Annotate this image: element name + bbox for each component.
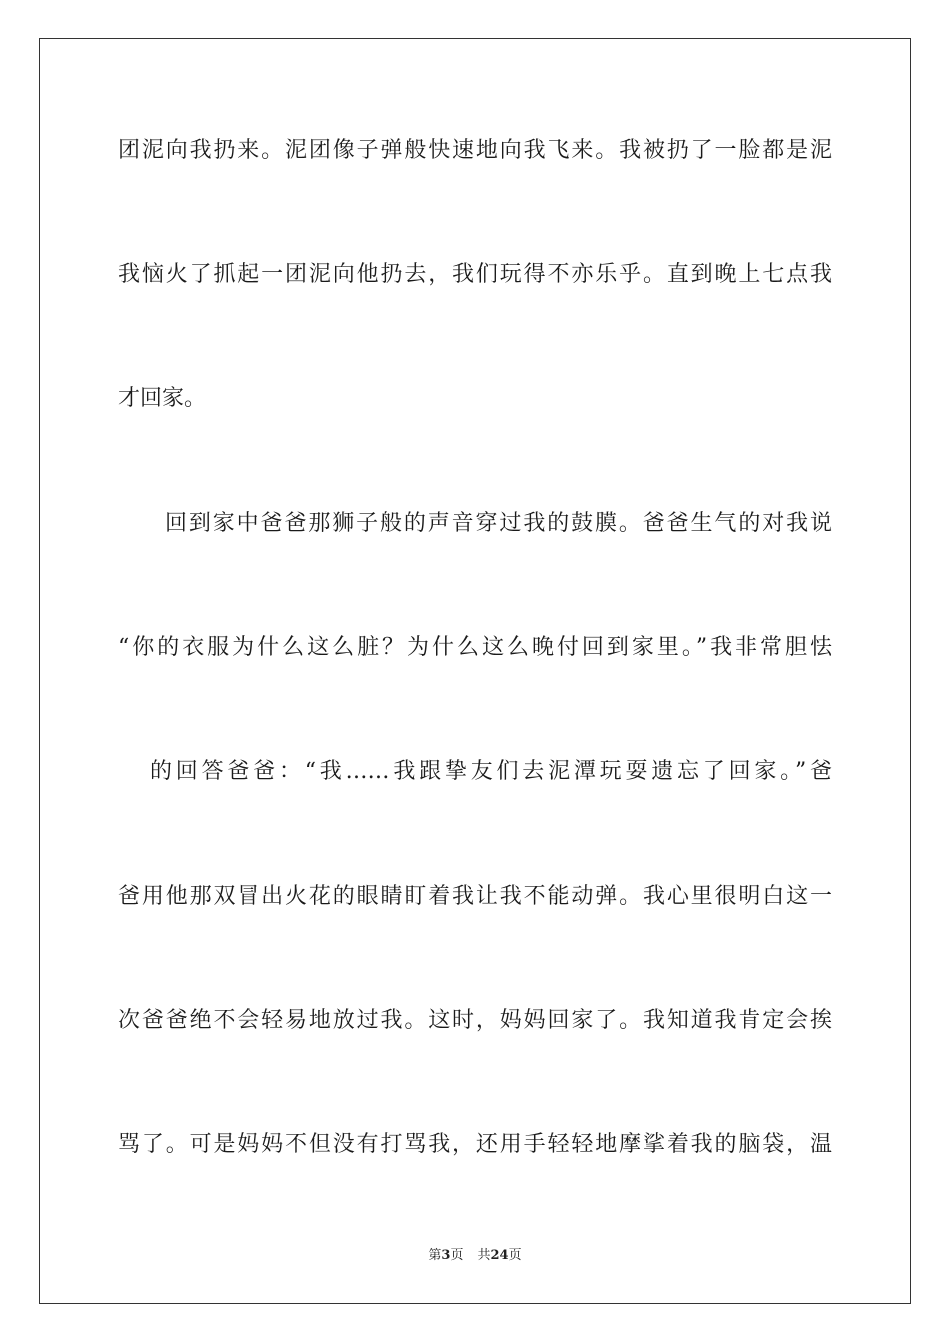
footer-total-suffix: 页: [508, 1248, 522, 1263]
footer-page-number: 3: [441, 1248, 451, 1263]
text-line-6: 的回答爸爸：“我……我跟挚友们去泥潭玩耍遗忘了回家。”爸: [150, 759, 832, 784]
text-line-1: 团泥向我扔来。泥团像子弹般快速地向我飞来。我被扔了一脸都是泥: [118, 138, 832, 163]
page-footer: [0, 1247, 950, 1265]
text-line-5: “你的衣服为什么这么脏？为什么这么晚付回到家里。”我非常胆怯: [118, 635, 832, 660]
text-line-9: 骂了。可是妈妈不但没有打骂我，还用手轻轻地摩挲着我的脑袋，温: [118, 1132, 832, 1157]
footer-total-number: 24: [490, 1248, 509, 1263]
text-line-8: 次爸爸绝不会轻易地放过我。这时，妈妈回家了。我知道我肯定会挨: [118, 1008, 832, 1033]
page-border: [39, 38, 911, 1304]
text-line-4: 回到家中爸爸那狮子般的声音穿过我的鼓膜。爸爸生气的对我说: [165, 511, 832, 536]
text-line-2: 我恼火了抓起一团泥向他扔去，我们玩得不亦乐乎。直到晚上七点我: [118, 262, 832, 287]
text-line-7: 爸用他那双冒出火花的眼睛盯着我让我不能动弹。我心里很明白这一: [118, 884, 832, 909]
text-line-3: 才回家。: [118, 386, 207, 411]
footer-page-prefix: 第: [428, 1248, 442, 1263]
footer-total-prefix: 共: [477, 1248, 491, 1263]
footer-page-suffix: 页: [450, 1248, 464, 1263]
